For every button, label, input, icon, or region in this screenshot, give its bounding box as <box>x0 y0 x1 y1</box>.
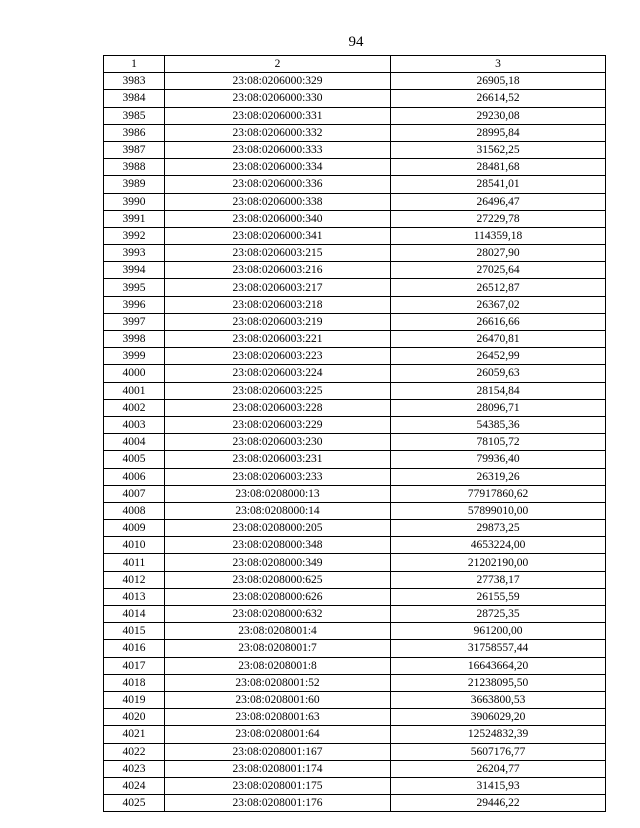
value-cell: 26059,63 <box>391 365 606 382</box>
cadastral-number-cell: 23:08:0206000:331 <box>165 107 391 124</box>
cadastral-number-cell: 23:08:0206003:233 <box>165 468 391 485</box>
cadastral-number-cell: 23:08:0206000:329 <box>165 73 391 90</box>
table-row <box>104 485 606 502</box>
value-cell: 28027,90 <box>391 245 606 262</box>
value-cell: 28995,84 <box>391 124 606 141</box>
cadastral-number-cell: 23:08:0208001:167 <box>165 743 391 760</box>
table-row <box>104 90 606 107</box>
row-number-cell: 3998 <box>104 331 165 348</box>
value-cell: 28541,01 <box>391 176 606 193</box>
cadastral-number-cell: 23:08:0208000:348 <box>165 537 391 554</box>
table-row <box>104 262 606 279</box>
row-number-cell: 4009 <box>104 520 165 537</box>
table-row <box>104 726 606 743</box>
table-row <box>104 348 606 365</box>
value-cell: 29873,25 <box>391 520 606 537</box>
cadastral-number-cell: 23:08:0208000:13 <box>165 485 391 502</box>
table-row <box>104 657 606 674</box>
row-number-cell: 3995 <box>104 279 165 296</box>
column-header-3: 3 <box>391 56 606 73</box>
cadastral-number-cell: 23:08:0206003:230 <box>165 434 391 451</box>
cadastral-number-cell: 23:08:0208000:14 <box>165 502 391 519</box>
row-number-cell: 3992 <box>104 227 165 244</box>
cadastral-number-cell: 23:08:0206000:330 <box>165 90 391 107</box>
value-cell: 77917860,62 <box>391 485 606 502</box>
row-number-cell: 3999 <box>104 348 165 365</box>
value-cell: 28725,35 <box>391 606 606 623</box>
table-row <box>104 245 606 262</box>
cadastral-number-cell: 23:08:0208001:8 <box>165 657 391 674</box>
row-number-cell: 4019 <box>104 691 165 708</box>
value-cell: 28481,68 <box>391 159 606 176</box>
value-cell: 26155,59 <box>391 588 606 605</box>
cadastral-number-cell: 23:08:0206003:215 <box>165 245 391 262</box>
cadastral-number-cell: 23:08:0206003:228 <box>165 399 391 416</box>
value-cell: 12524832,39 <box>391 726 606 743</box>
table-row <box>104 502 606 519</box>
value-cell: 31758557,44 <box>391 640 606 657</box>
table-row <box>104 777 606 794</box>
value-cell: 78105,72 <box>391 434 606 451</box>
row-number-cell: 4025 <box>104 795 165 812</box>
row-number-cell: 3997 <box>104 313 165 330</box>
table-row <box>104 279 606 296</box>
value-cell: 16643664,20 <box>391 657 606 674</box>
value-cell: 27025,64 <box>391 262 606 279</box>
row-number-cell: 4018 <box>104 674 165 691</box>
value-cell: 3906029,20 <box>391 709 606 726</box>
row-number-cell: 4020 <box>104 709 165 726</box>
table-row <box>104 193 606 210</box>
table-row <box>104 468 606 485</box>
cadastral-number-cell: 23:08:0208000:205 <box>165 520 391 537</box>
row-number-cell: 4024 <box>104 777 165 794</box>
row-number-cell: 4001 <box>104 382 165 399</box>
cadastral-number-cell: 23:08:0206000:340 <box>165 210 391 227</box>
row-number-cell: 3987 <box>104 141 165 158</box>
value-cell: 4653224,00 <box>391 537 606 554</box>
value-cell: 28154,84 <box>391 382 606 399</box>
row-number-cell: 3986 <box>104 124 165 141</box>
row-number-cell: 4000 <box>104 365 165 382</box>
cadastral-number-cell: 23:08:0208000:632 <box>165 606 391 623</box>
table-row <box>104 623 606 640</box>
row-number-cell: 4022 <box>104 743 165 760</box>
cadastral-number-cell: 23:08:0208000:626 <box>165 588 391 605</box>
value-cell: 114359,18 <box>391 227 606 244</box>
table-row <box>104 313 606 330</box>
row-number-cell: 4016 <box>104 640 165 657</box>
cadastral-number-cell: 23:08:0206000:332 <box>165 124 391 141</box>
row-number-cell: 4005 <box>104 451 165 468</box>
table-body <box>104 73 606 812</box>
row-number-cell: 3985 <box>104 107 165 124</box>
page-number: 94 <box>348 34 364 50</box>
value-cell: 26496,47 <box>391 193 606 210</box>
cadastral-number-cell: 23:08:0208001:176 <box>165 795 391 812</box>
cadastral-number-cell: 23:08:0208000:625 <box>165 571 391 588</box>
value-cell: 26367,02 <box>391 296 606 313</box>
value-cell: 26452,99 <box>391 348 606 365</box>
value-cell: 26204,77 <box>391 760 606 777</box>
row-number-cell: 4014 <box>104 606 165 623</box>
value-cell: 961200,00 <box>391 623 606 640</box>
value-cell: 27229,78 <box>391 210 606 227</box>
value-cell: 54385,36 <box>391 416 606 433</box>
row-number-cell: 4013 <box>104 588 165 605</box>
cadastral-number-cell: 23:08:0208000:349 <box>165 554 391 571</box>
table-row <box>104 795 606 812</box>
row-number-cell: 4006 <box>104 468 165 485</box>
cadastral-number-cell: 23:08:0206003:217 <box>165 279 391 296</box>
cadastral-number-cell: 23:08:0206000:338 <box>165 193 391 210</box>
table-row <box>104 296 606 313</box>
value-cell: 57899010,00 <box>391 502 606 519</box>
table-row <box>104 743 606 760</box>
value-cell: 21202190,00 <box>391 554 606 571</box>
row-number-cell: 4008 <box>104 502 165 519</box>
table-row <box>104 399 606 416</box>
row-number-cell: 4010 <box>104 537 165 554</box>
table-row <box>104 210 606 227</box>
header-row <box>104 56 606 73</box>
table-row <box>104 416 606 433</box>
cadastral-number-cell: 23:08:0208001:60 <box>165 691 391 708</box>
table-row <box>104 588 606 605</box>
value-cell: 26319,26 <box>391 468 606 485</box>
row-number-cell: 4003 <box>104 416 165 433</box>
table-row <box>104 554 606 571</box>
row-number-cell: 3994 <box>104 262 165 279</box>
data-table <box>103 55 606 812</box>
row-number-cell: 4021 <box>104 726 165 743</box>
table-row <box>104 227 606 244</box>
cadastral-number-cell: 23:08:0206000:334 <box>165 159 391 176</box>
table-row <box>104 107 606 124</box>
value-cell: 26470,81 <box>391 331 606 348</box>
table-row <box>104 451 606 468</box>
value-cell: 3663800,53 <box>391 691 606 708</box>
row-number-cell: 4011 <box>104 554 165 571</box>
row-number-cell: 3984 <box>104 90 165 107</box>
row-number-cell: 4007 <box>104 485 165 502</box>
cadastral-number-cell: 23:08:0206003:218 <box>165 296 391 313</box>
cadastral-number-cell: 23:08:0206003:219 <box>165 313 391 330</box>
table-row <box>104 709 606 726</box>
table-header <box>104 56 606 73</box>
cadastral-number-cell: 23:08:0206000:336 <box>165 176 391 193</box>
row-number-cell: 3996 <box>104 296 165 313</box>
cadastral-number-cell: 23:08:0208001:174 <box>165 760 391 777</box>
table-row <box>104 382 606 399</box>
column-header-2: 2 <box>165 56 391 73</box>
table-row <box>104 365 606 382</box>
cadastral-number-cell: 23:08:0208001:4 <box>165 623 391 640</box>
row-number-cell: 3991 <box>104 210 165 227</box>
cadastral-number-cell: 23:08:0208001:7 <box>165 640 391 657</box>
cadastral-number-cell: 23:08:0208001:175 <box>165 777 391 794</box>
value-cell: 26905,18 <box>391 73 606 90</box>
cadastral-number-cell: 23:08:0206003:221 <box>165 331 391 348</box>
table-row <box>104 640 606 657</box>
row-number-cell: 3989 <box>104 176 165 193</box>
table-row <box>104 674 606 691</box>
value-cell: 5607176,77 <box>391 743 606 760</box>
row-number-cell: 3983 <box>104 73 165 90</box>
row-number-cell: 3993 <box>104 245 165 262</box>
row-number-cell: 4017 <box>104 657 165 674</box>
table-row <box>104 606 606 623</box>
cadastral-number-cell: 23:08:0208001:63 <box>165 709 391 726</box>
row-number-cell: 3988 <box>104 159 165 176</box>
value-cell: 79936,40 <box>391 451 606 468</box>
value-cell: 27738,17 <box>391 571 606 588</box>
row-number-cell: 4004 <box>104 434 165 451</box>
column-header-1: 1 <box>104 56 165 73</box>
value-cell: 26616,66 <box>391 313 606 330</box>
value-cell: 26614,52 <box>391 90 606 107</box>
cadastral-number-cell: 23:08:0206003:229 <box>165 416 391 433</box>
row-number-cell: 4012 <box>104 571 165 588</box>
cadastral-number-cell: 23:08:0208001:64 <box>165 726 391 743</box>
value-cell: 26512,87 <box>391 279 606 296</box>
table-row <box>104 520 606 537</box>
table-row <box>104 176 606 193</box>
row-number-cell: 4023 <box>104 760 165 777</box>
value-cell: 29446,22 <box>391 795 606 812</box>
table-row <box>104 691 606 708</box>
cadastral-number-cell: 23:08:0206003:216 <box>165 262 391 279</box>
table-row <box>104 141 606 158</box>
value-cell: 21238095,50 <box>391 674 606 691</box>
table-row <box>104 760 606 777</box>
value-cell: 28096,71 <box>391 399 606 416</box>
cadastral-number-cell: 23:08:0206003:231 <box>165 451 391 468</box>
cadastral-number-cell: 23:08:0206003:225 <box>165 382 391 399</box>
table-row <box>104 331 606 348</box>
table-row <box>104 571 606 588</box>
table-row <box>104 537 606 554</box>
cadastral-number-cell: 23:08:0206003:224 <box>165 365 391 382</box>
table-row <box>104 73 606 90</box>
cadastral-number-cell: 23:08:0208001:52 <box>165 674 391 691</box>
row-number-cell: 4002 <box>104 399 165 416</box>
value-cell: 31562,25 <box>391 141 606 158</box>
value-cell: 31415,93 <box>391 777 606 794</box>
cadastral-number-cell: 23:08:0206003:223 <box>165 348 391 365</box>
row-number-cell: 3990 <box>104 193 165 210</box>
cadastral-number-cell: 23:08:0206000:341 <box>165 227 391 244</box>
table-row <box>104 159 606 176</box>
cadastral-number-cell: 23:08:0206000:333 <box>165 141 391 158</box>
table-row <box>104 124 606 141</box>
value-cell: 29230,08 <box>391 107 606 124</box>
row-number-cell: 4015 <box>104 623 165 640</box>
table-row <box>104 434 606 451</box>
